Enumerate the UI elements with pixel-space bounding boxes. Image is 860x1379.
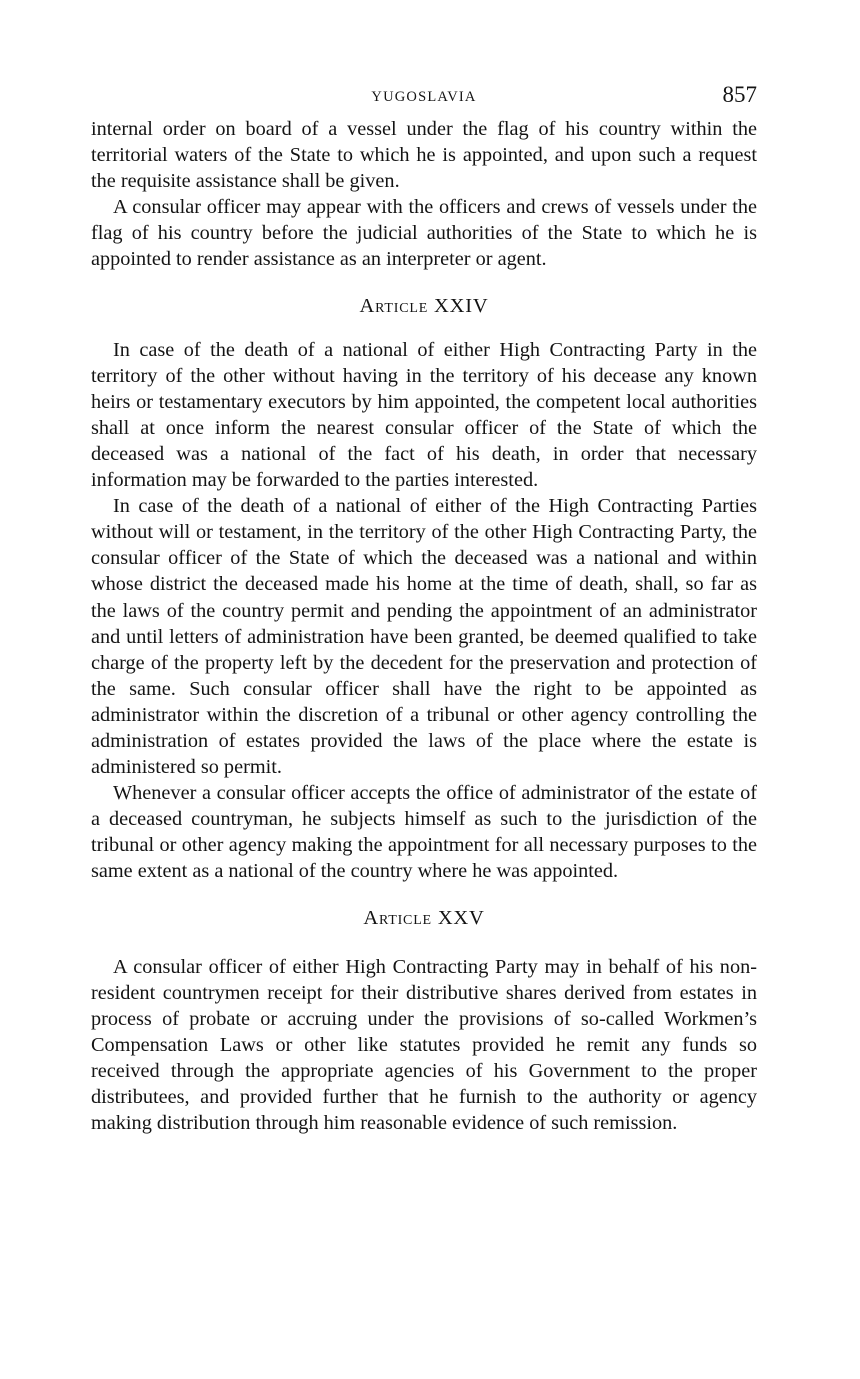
article-xxiv-paragraph-3: Whenever a consular officer accepts the office of administrator of the estate of a deceased countryman, he subjects himself as such to the jurisdiction of the tribunal or other agency making the appointment for all necessary purposes to the same extent as a national of the country where he was appointed. [91,782,757,883]
page-body [91,116,757,1136]
document-page [91,80,757,1136]
paragraph-consular-appearance: A consular officer may appear with the officers and crews of vessels under the flag of his country before the judicial authorities of the State to which he is appointed to render assistance as an interpreter or agent. [91,196,757,271]
article-heading-xxiv: Article XXIV [359,294,489,317]
article-heading-xxv: Article XXV [363,906,485,929]
article-xxv-paragraph-1: A consular officer of either High Contracting Party may in behalf of his non-resident countrymen receipt for their distributive shares derived from estates in process of probate or accruing under the provisions of so-called Workmen’s Compensation Laws or other like statutes provided he remit any funds so received through the appropriate agencies of his Government to the proper distributees, and provided further that he furnish to the authority or agency making distribution through him reasonable evidence of such remission. [91,955,757,1135]
page-number: 857 [722,82,757,107]
page-header [91,80,757,114]
article-xxiv-paragraph-1: In case of the death of a national of either High Contracting Party in the territory of the other without having in the territory of his decease any known heirs or testamentary executors by him appointed, the competent local authorities shall at once inform the nearest consular officer of the State of which the deceased was a national of the fact of his death, in order that necessary information may be forwarded to the parties interested. [91,338,757,492]
running-head: YUGOSLAVIA [371,89,477,105]
paragraph-continued: internal order on board of a vessel under the flag of his country within the territorial waters of the State to which he is appointed, and upon such a request the requisite assistance shall be given. [91,118,757,193]
article-xxiv-paragraph-2: In case of the death of a national of either of the High Contracting Parties without will or testament, in the territory of the other High Contracting Party, the consular officer of the State of which the deceased was a national and within whose district the deceased made his home at the time of death, shall, so far as the laws of the country permit and pending the appointment of an administrator and until letters of administration have been granted, be deemed qualified to take charge of the property left by the decedent for the preservation and protection of the same. Such consular officer shall have the right to be appointed as administrator within the discretion of a tribunal or other agency controlling the administration of estates provided the laws of the place where the estate is administered so permit. [91,495,757,779]
